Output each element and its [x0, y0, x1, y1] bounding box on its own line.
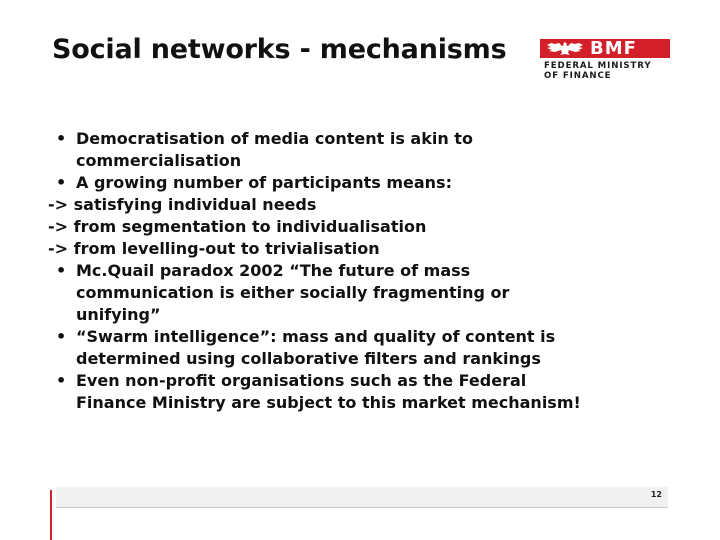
list-item-text: commercialisation	[76, 151, 242, 170]
list-item-text: Democratisation of media content is akin to	[76, 129, 473, 148]
list-item-continuation	[54, 392, 684, 414]
bullet-mark: •	[56, 173, 67, 192]
list-item	[54, 326, 684, 348]
list-item-text: Finance Ministry are subject to this market mechanism!	[76, 393, 581, 412]
footer-bar	[56, 487, 668, 508]
slide-title: Social networks - mechanisms	[52, 34, 507, 65]
list-item-text: determined using collaborative filters and rankings	[76, 349, 541, 368]
list-item	[54, 128, 684, 150]
logo-abbreviation: BMF	[590, 38, 637, 59]
list-item-text: A growing number of participants means:	[76, 173, 452, 192]
bullet-mark: •	[56, 261, 67, 280]
bullet-mark: •	[56, 327, 67, 346]
list-item-continuation	[54, 150, 684, 172]
list-item-text: Even non-profit organisations such as the Federal	[76, 371, 527, 390]
list-item-text: communication is either socially fragmenting or	[76, 283, 510, 302]
bullet-list	[48, 128, 684, 414]
logo-name-line: FEDERAL MINISTRY	[544, 61, 652, 71]
bmf-logo	[540, 39, 670, 85]
footer-red-line	[50, 490, 52, 540]
bullet-mark: •	[56, 371, 67, 390]
arrow-item: -> from segmentation to individualisation	[48, 217, 427, 236]
federal-eagle-icon	[545, 41, 585, 56]
list-item	[54, 260, 684, 282]
list-item-continuation	[54, 348, 684, 370]
list-item-text: Mc.Quail paradox 2002 “The future of mass	[76, 261, 471, 280]
list-item	[54, 172, 684, 194]
arrow-item: -> satisfying individual needs	[48, 195, 317, 214]
logo-name-line: OF FINANCE	[544, 71, 612, 81]
page-number: 12	[650, 490, 662, 499]
list-item-continuation	[54, 282, 684, 304]
list-item	[54, 370, 684, 392]
list-item-text: “Swarm intelligence”: mass and quality of content is	[76, 327, 556, 346]
bullet-mark: •	[56, 129, 67, 148]
arrow-item: -> from levelling-out to trivialisation	[48, 239, 380, 258]
list-item-text: unifying”	[76, 305, 161, 324]
logo-ministry-name	[544, 61, 670, 81]
list-item-continuation	[54, 304, 684, 326]
